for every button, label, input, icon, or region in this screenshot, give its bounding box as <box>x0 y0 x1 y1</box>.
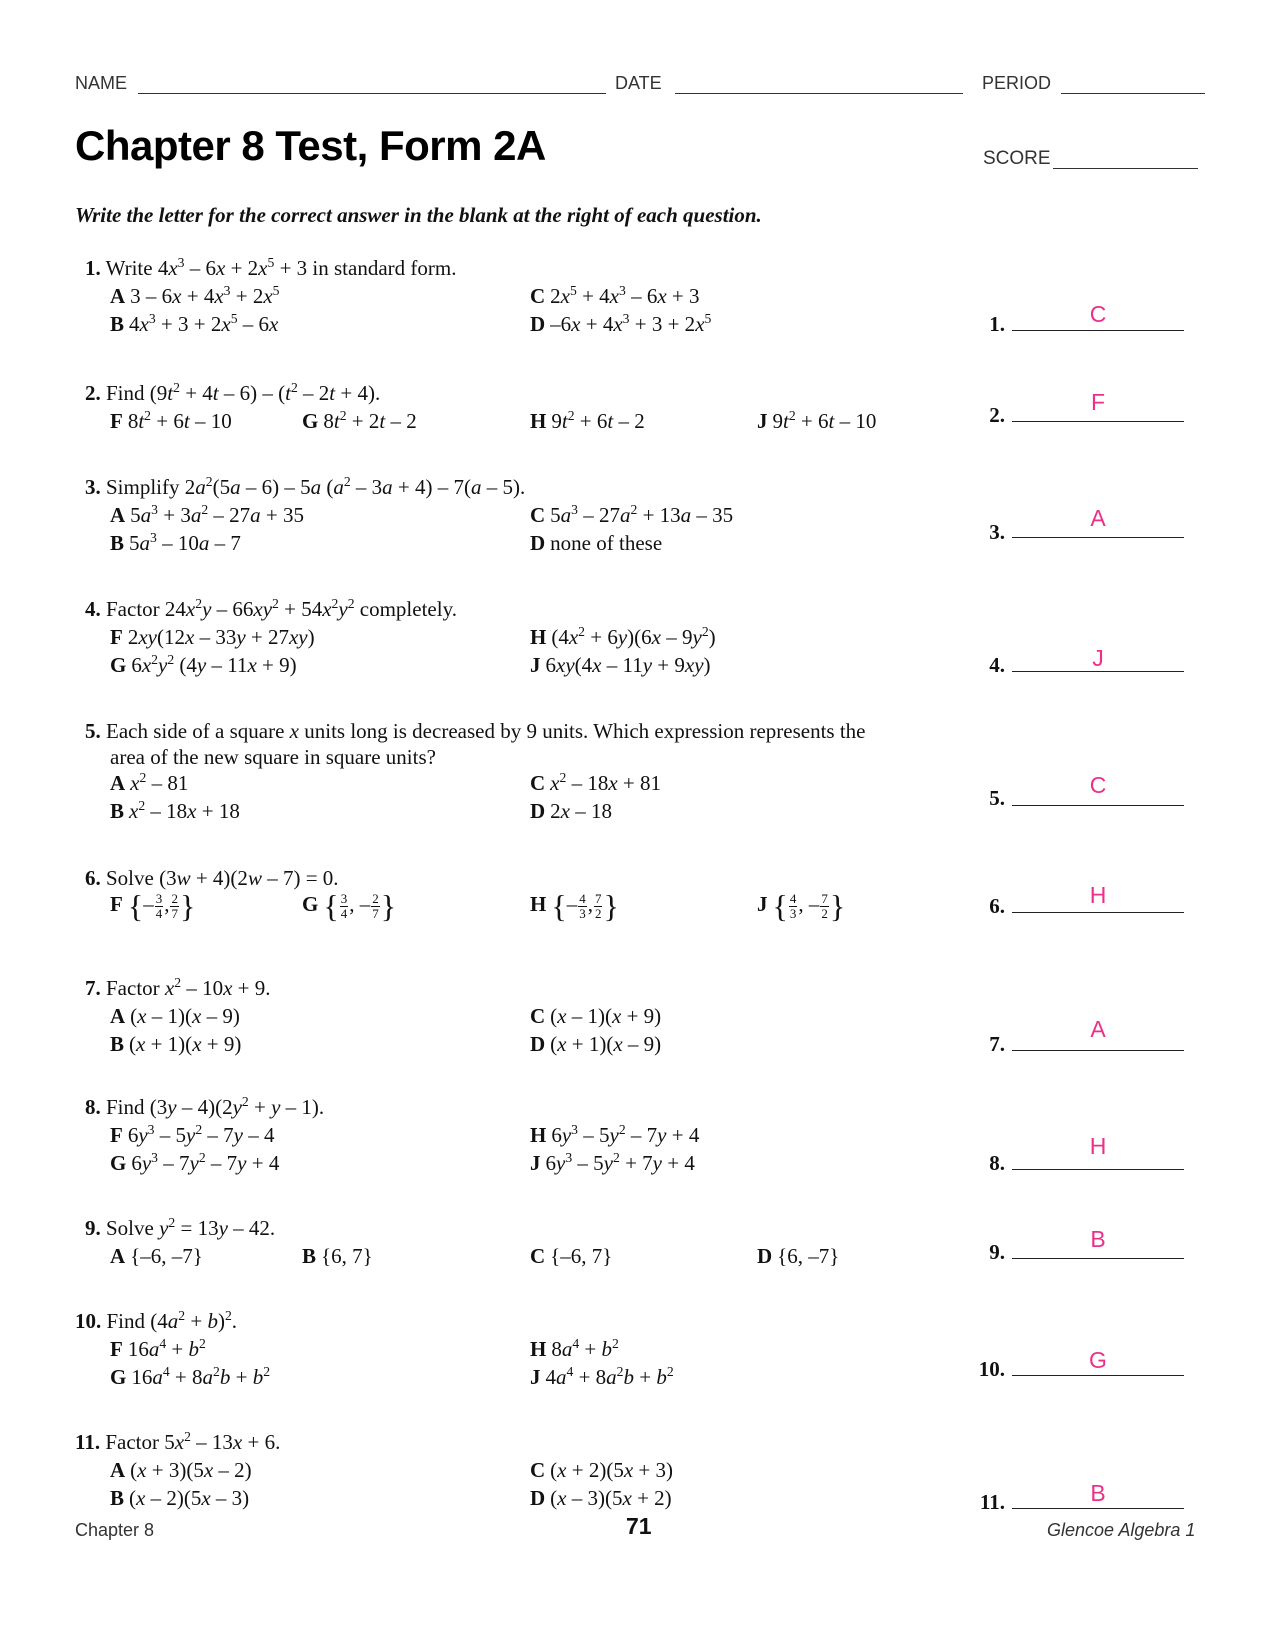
answer-value[interactable]: C <box>1089 301 1107 327</box>
answer-blank[interactable] <box>1012 1375 1184 1376</box>
option-b: B (x – 2)(5x – 3) <box>110 1486 250 1510</box>
question-stem: Solve (3w + 4)(2w – 7) = 0. <box>106 866 339 890</box>
option-f: F $6y^3 - 5y^2 - 7y - 4$ <box>110 1122 275 1147</box>
option-d: D (x + 1)(x – 9) <box>530 1032 662 1056</box>
page-number: 71 <box>626 1513 652 1539</box>
period-blank <box>1061 93 1205 94</box>
answer-blank[interactable] <box>1012 671 1184 672</box>
option-b: B {6, 7} <box>302 1244 373 1268</box>
question-stem: Each side of a square x units long is decreased by 9 units. Which expression represents the <box>106 719 866 743</box>
question-stem: Find $(3y - 4)(2y^2 + y - 1)$. <box>106 1094 325 1119</box>
answer-value[interactable]: A <box>1090 1016 1106 1042</box>
question-stem: Solve $y^2 = 13y - 42$. <box>106 1215 276 1240</box>
option-d: D $-6x + 4x^3 + 3 + 2x^5$ <box>530 311 712 336</box>
option-a: A {–6, –7} <box>110 1244 203 1268</box>
answer-blank[interactable] <box>1012 1508 1184 1509</box>
question-number: 3. <box>85 475 101 499</box>
option-g: G $8t^2 + 2t - 2$ <box>302 408 417 433</box>
page-title: Chapter 8 Test, Form 2A <box>75 122 546 169</box>
option-h: H $6y^3 - 5y^2 - 7y + 4$ <box>530 1122 700 1147</box>
option-d: D 2x – 18 <box>530 799 612 823</box>
footer-chapter: Chapter 8 <box>75 1520 155 1540</box>
option-j: J $9t^2 + 6t - 10$ <box>757 408 877 433</box>
answer-blank[interactable] <box>1012 912 1184 913</box>
option-d: D {6, –7} <box>757 1244 840 1268</box>
option-j: J { $\frac{4}{3}$ , – $\frac{7}{2}$ } <box>757 888 846 924</box>
option-a: A $5a^3 + 3a^2 - 27a + 35$ <box>110 502 305 527</box>
question-number: 5. <box>85 719 101 743</box>
answer-number: 8. <box>989 1151 1005 1175</box>
score-label: SCORE <box>983 148 1051 169</box>
question-number: 4. <box>85 597 101 621</box>
answer-blank[interactable] <box>1012 1258 1184 1259</box>
option-b: B $x^2 - 18x + 18$ <box>110 798 240 823</box>
option-d: D (x – 3)(5x + 2) <box>530 1486 672 1510</box>
option-b: B $4x^3 + 3 + 2x^5 - 6x$ <box>110 311 279 336</box>
answer-value[interactable]: C <box>1089 772 1107 798</box>
option-c: C (x – 1)(x + 9) <box>530 1004 662 1028</box>
question-stem: Find $(9t^2 + 4t - 6) - (t^2 - 2t + 4)$. <box>106 380 381 405</box>
answer-number: 7. <box>989 1032 1005 1056</box>
answer-blank[interactable] <box>1012 537 1184 538</box>
option-f: F {– $\frac{3}{4}$ , $\frac{2}{7}$ } <box>110 888 196 924</box>
student-info-header <box>75 73 1205 103</box>
option-f: F $8t^2 + 6t - 10$ <box>110 408 232 433</box>
question-number: 9. <box>85 1216 101 1240</box>
option-c: C $x^2 - 18x + 81$ <box>530 770 661 795</box>
answer-number: 9. <box>989 1240 1005 1264</box>
answer-blank[interactable] <box>1012 805 1184 806</box>
answer-blank[interactable] <box>1012 421 1184 422</box>
answer-value[interactable]: H <box>1089 882 1107 908</box>
date-blank <box>675 93 963 94</box>
answer-number: 11. <box>979 1490 1005 1514</box>
answer-value[interactable]: G <box>1089 1347 1107 1373</box>
option-d: D none of these <box>530 531 663 555</box>
question-stem: Factor $x^2 - 10x + 9$. <box>106 975 271 1000</box>
answer-value[interactable]: J <box>1092 645 1104 671</box>
option-a: A (x – 1)(x – 9) <box>110 1004 240 1028</box>
answer-number: 4. <box>989 653 1005 677</box>
option-b: B (x + 1)(x + 9) <box>110 1032 242 1056</box>
answer-blank[interactable] <box>1012 1169 1184 1170</box>
answer-number: 6. <box>989 894 1005 918</box>
option-h: H {– $\frac{4}{3}$ , $\frac{7}{2}$ } <box>530 888 619 924</box>
answer-number: 2. <box>989 403 1005 427</box>
question-stem: Simplify $2a^2(5a - 6) - 5a$ $(a^2 - 3a + 4) - 7(a - 5)$. <box>106 474 526 499</box>
answer-blank[interactable] <box>1012 1050 1184 1051</box>
option-c: C $2x^5 + 4x^3 - 6x + 3$ <box>530 283 700 308</box>
question-stem: Factor $24x^2y - 66xy^2 + 54x^2y^2$ completely. <box>106 596 457 621</box>
option-j: J 6xy(4x – 11y + 9xy) <box>530 653 711 677</box>
answer-value[interactable]: A <box>1090 505 1106 531</box>
option-g: G $6x^2y^2$ (4y – 11x + 9) <box>110 652 297 677</box>
answer-value[interactable]: B <box>1090 1226 1106 1252</box>
answer-value[interactable]: B <box>1090 1480 1106 1506</box>
option-j: J $4a^4 + 8a^2b + b^2$ <box>530 1364 674 1389</box>
answer-value[interactable]: F <box>1090 389 1106 415</box>
question-number: 6. <box>85 866 101 890</box>
answer-value[interactable]: H <box>1089 1133 1107 1159</box>
option-c: C $5a^3 - 27a^2 + 13a - 35$ <box>530 502 734 527</box>
option-a: A $3 - 6x + 4x^3 + 2x^5$ <box>110 283 280 308</box>
question-number: 11. <box>75 1430 101 1454</box>
question-stem-line2: area of the new square in square units? <box>110 745 436 769</box>
question-number: 1. <box>85 256 101 280</box>
option-f: F $16a^4 + b^2$ <box>110 1336 206 1361</box>
option-b: B $5a^3 - 10a - 7$ <box>110 530 241 555</box>
question-number: 8. <box>85 1095 101 1119</box>
answer-number: 5. <box>989 786 1005 810</box>
name-label: NAME <box>75 73 128 93</box>
option-g: G { $\frac{3}{4}$ , – $\frac{2}{7}$ } <box>302 888 397 924</box>
answer-number: 10. <box>978 1357 1005 1381</box>
instructions: Write the letter for the correct answer in the blank at the right of each question. <box>75 203 762 227</box>
option-f: F 2xy(12x – 33y + 27xy) <box>110 625 315 649</box>
date-label: DATE <box>615 73 662 93</box>
question-stem: Factor $5x^2 - 13x + 6$. <box>105 1429 281 1454</box>
option-j: J $6y^3 - 5y^2 + 7y + 4$ <box>530 1150 695 1175</box>
option-g: G $16a^4 + 8a^2b + b^2$ <box>110 1364 271 1389</box>
option-a: A $x^2 - 81$ <box>110 770 189 795</box>
question-number: 7. <box>85 976 101 1000</box>
option-c: C (x + 2)(5x + 3) <box>530 1458 674 1482</box>
question-number: 10. <box>75 1309 102 1333</box>
footer-book-title: Glencoe Algebra 1 <box>1047 1520 1196 1540</box>
answer-number: 1. <box>989 312 1005 336</box>
question-stem: Find $(4a^2 + b)^2$. <box>106 1308 238 1333</box>
option-c: C {–6, 7} <box>530 1244 613 1268</box>
option-g: G $6y^3 - 7y^2 - 7y + 4$ <box>110 1150 280 1175</box>
question-stem: Write $4x^3 - 6x + 2x^5 + 3$ in standard form. <box>105 255 457 280</box>
option-h: H $8a^4 + b^2$ <box>530 1336 619 1361</box>
answer-blank[interactable] <box>1012 330 1184 331</box>
name-blank <box>138 93 606 94</box>
period-label: PERIOD <box>982 73 1052 93</box>
question-number: 2. <box>85 381 101 405</box>
option-h: H $(4x^2 + 6y)(6x - 9y^2)$ <box>530 624 716 649</box>
answer-number: 3. <box>989 520 1005 544</box>
option-h: H $9t^2 + 6t - 2$ <box>530 408 645 433</box>
score-blank <box>1053 168 1198 169</box>
option-a: A (x + 3)(5x – 2) <box>110 1458 252 1482</box>
